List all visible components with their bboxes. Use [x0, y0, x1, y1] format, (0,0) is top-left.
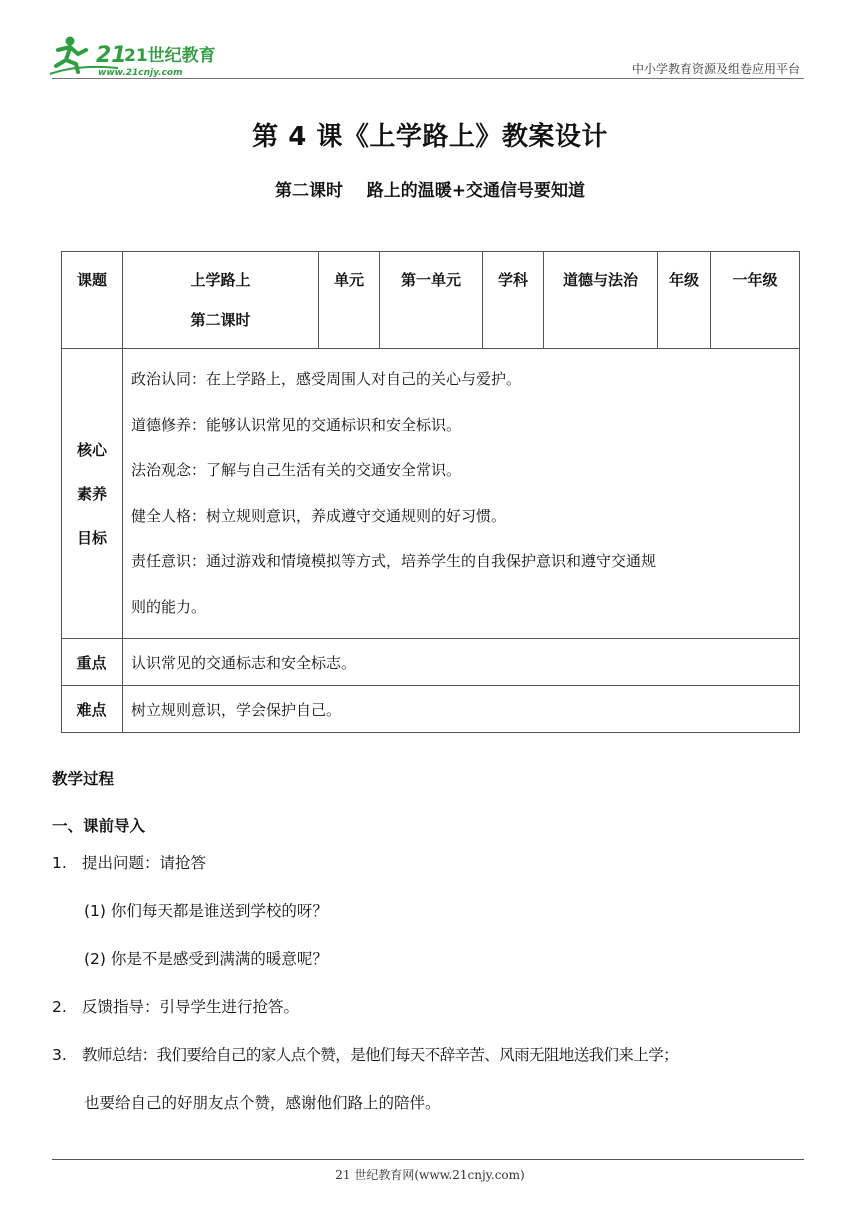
- svg-text:www.21cnjy.com: www.21cnjy.com: [98, 68, 183, 78]
- grade-label: 年级: [658, 252, 711, 349]
- item-number: 2.: [52, 998, 67, 1016]
- difficulty-text: 树立规则意识，学会保护自己。: [123, 686, 800, 733]
- subject-value: 道德与法治: [544, 252, 658, 349]
- item-number: 1.: [52, 854, 67, 872]
- table-header-row: [62, 252, 800, 349]
- process-heading: 教学过程: [52, 770, 115, 788]
- page-title: 第 4 课《上学路上》教案设计: [252, 122, 608, 152]
- unit-value: 第一单元: [380, 252, 483, 349]
- item-continuation: 也要给自己的好朋友点个赞，感谢他们路上的陪伴。: [84, 1094, 441, 1112]
- list-item: [52, 1043, 678, 1065]
- core-line: 法治观念：了解与自己生活有关的交通安全常识。: [131, 461, 462, 479]
- core-line: 道德修养：能够认识常见的交通标识和安全标识。: [131, 415, 462, 434]
- page-subtitle: 第二课时 路上的温暖+交通信号要知道: [275, 181, 585, 201]
- svg-text:21世纪教育: 21世纪教育: [124, 46, 216, 66]
- topic-line2: 第二课时: [190, 311, 251, 329]
- core-line: 则的能力。: [131, 597, 207, 616]
- item-text: 反馈指导：引导学生进行抢答。: [82, 998, 300, 1016]
- site-logo: [48, 34, 218, 78]
- runner-logo-icon: [48, 34, 218, 78]
- item-text: 教师总结：我们要给自己的家人点个赞，是他们每天不辞辛苦、风雨无阻地送我们来上学；: [82, 1046, 679, 1064]
- topic-line1: 上学路上: [190, 271, 251, 289]
- item-text: 提出问题：请抢答: [82, 854, 207, 872]
- platform-name: 中小学教育资源及组卷应用平台: [631, 62, 800, 76]
- difficulty-label: 难点: [62, 686, 123, 733]
- footer-text: 21 世纪教育网(www.21cnjy.com): [335, 1168, 525, 1182]
- section-heading: 一、课前导入: [52, 817, 146, 835]
- core-line: 政治认同：在上学路上，感受周围人对自己的关心与爱护。: [131, 370, 522, 388]
- sub-item: (2) 你是不是感受到满满的暖意呢？: [84, 950, 328, 968]
- svg-text:21: 21: [96, 43, 127, 68]
- sub-item: (1) 你们每天都是谁送到学校的呀？: [84, 902, 328, 920]
- header-divider: [52, 78, 804, 79]
- core-literacy-label: 核心 素养 目标: [62, 349, 123, 639]
- key-point-row: [62, 639, 800, 686]
- core-line: 责任意识：通过游戏和情境模拟等方式，培养学生的自我保护意识和遵守交通规: [131, 552, 657, 570]
- unit-label: 单元: [319, 252, 380, 349]
- difficulty-row: [62, 686, 800, 733]
- grade-value: 一年级: [711, 252, 800, 349]
- topic-value: [123, 252, 319, 349]
- topic-label: 课题: [62, 252, 123, 349]
- key-point-label: 重点: [62, 639, 123, 686]
- lesson-info-table: [61, 251, 800, 733]
- key-point-text: 认识常见的交通标志和安全标志。: [123, 639, 800, 686]
- core-line: 健全人格：树立规则意识，养成遵守交通规则的好习惯。: [131, 506, 507, 525]
- footer-divider: [52, 1159, 804, 1160]
- subject-label: 学科: [483, 252, 544, 349]
- item-number: 3.: [52, 1046, 67, 1064]
- list-item: [52, 995, 299, 1017]
- list-item: [52, 851, 206, 873]
- core-literacy-content: [123, 349, 800, 639]
- core-literacy-row: [62, 349, 800, 639]
